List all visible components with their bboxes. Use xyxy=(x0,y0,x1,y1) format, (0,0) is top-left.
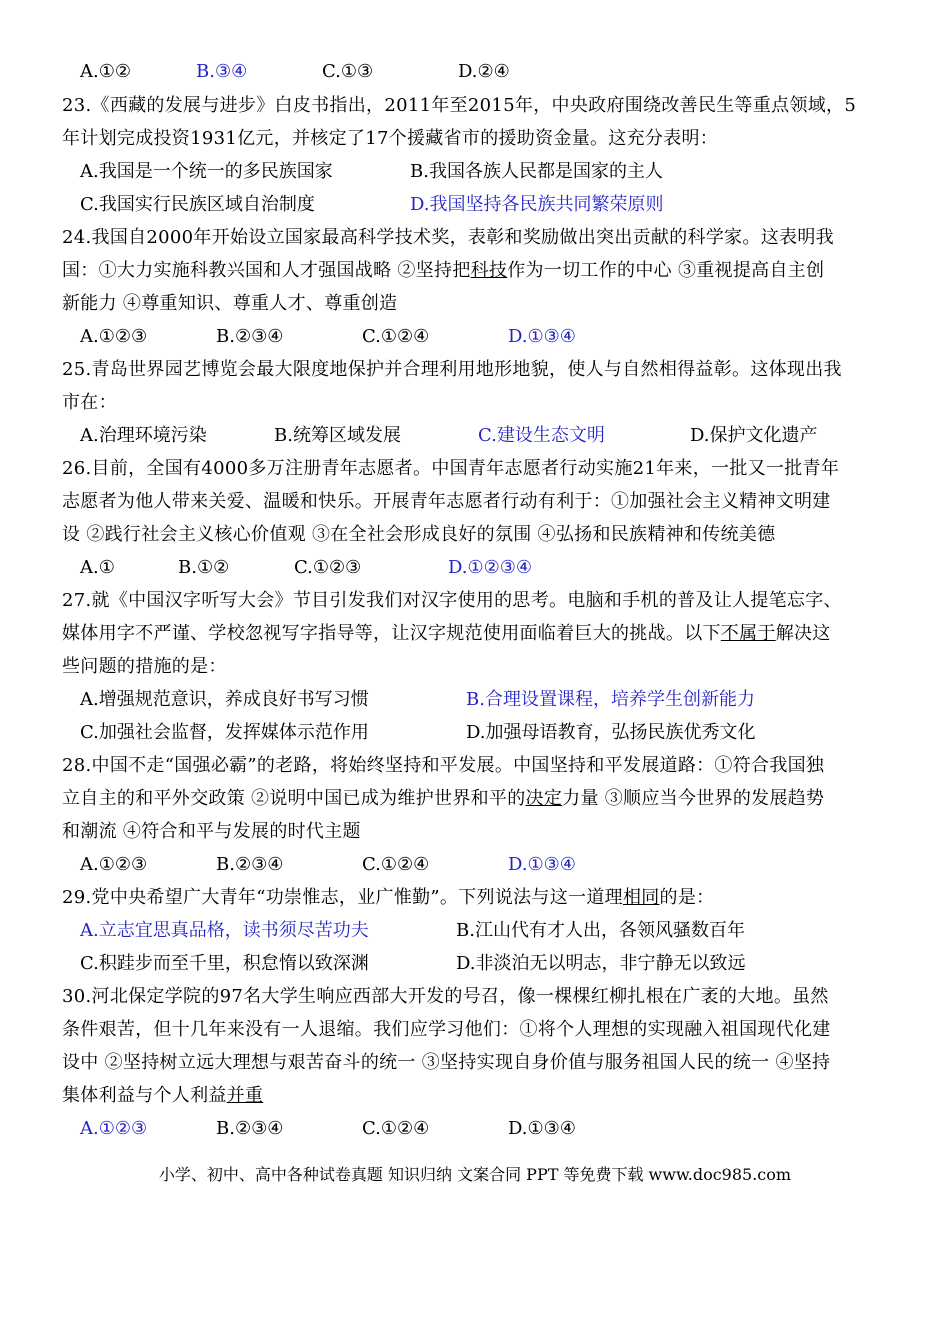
q24-option-c: C.①②④ xyxy=(362,326,430,347)
q23-stem-line2: 年计划完成投资1931亿元，并核定了17个援藏省市的援助资金量。这充分表明： xyxy=(62,128,719,149)
q30-stem-line3: 设中 ②坚持树立远大理想与艰苦奋斗的统一 ③坚持实现自身价值与服务祖国人民的统一 ④坚持 xyxy=(62,1052,831,1073)
q25-option-c: C.建设生态文明 xyxy=(478,425,605,446)
q30-stem-line2: 条件艰苦，但十几年来没有一人退缩。我们应学习他们：①将个人理想的实现融入祖国现代化建 xyxy=(62,1019,831,1040)
q26-option-d: D.①②③④ xyxy=(448,557,533,578)
q24-stem-line1: 24.我国自2000年开始设立国家最高科学技术奖，表彰和奖励做出突出贡献的科学家。这表明我 xyxy=(62,227,834,248)
q30-stem-text: 集体利益与个人利益 xyxy=(62,1085,227,1106)
q27-underlined-term: 不属于 xyxy=(720,623,776,644)
q23-option-c: C.我国实行民族区域自治制度 xyxy=(80,194,315,215)
q30-option-c: C.①②④ xyxy=(362,1118,430,1139)
q25-option-d: D.保护文化遗产 xyxy=(690,425,818,446)
q24-stem-text-cont: 作为一切工作的中心 ③重视提高自主创 xyxy=(507,260,825,281)
q27-stem-text: 媒体用字不严谨、学校忽视写字指导等，让汉字规范使用面临着巨大的挑战。以下 xyxy=(62,623,721,644)
q25-stem-line1: 25.青岛世界园艺博览会最大限度地保护并合理利用地形地貌，使人与自然相得益彰。这体现出我 xyxy=(62,359,842,380)
q29-stem-line1 xyxy=(62,886,714,910)
q25-stem-line2: 市在： xyxy=(62,392,117,413)
q30-stem-line1: 30.河北保定学院的97名大学生响应西部大开发的号召，像一棵棵红柳扎根在广袤的大地。虽然 xyxy=(62,986,829,1007)
q26-option-c: C.①②③ xyxy=(294,557,362,578)
q29-stem-text: 29.党中央希望广大青年“功崇惟志，业广惟勤”。下列说法与这一道理 xyxy=(62,887,623,908)
q22-option-d: D.②④ xyxy=(458,61,510,82)
q24-stem-line3: 新能力 ④尊重知识、尊重人才、尊重创造 xyxy=(62,293,398,314)
q28-stem-line3: 和潮流 ④符合和平与发展的时代主题 xyxy=(62,821,361,842)
q26-stem-line2: 志愿者为他人带来关爱、温暖和快乐。开展青年志愿者行动有利于：①加强社会主义精神文明建 xyxy=(62,491,831,512)
q27-stem-line3: 些问题的措施的是： xyxy=(62,656,227,677)
q28-option-c: C.①②④ xyxy=(362,854,430,875)
page-footer: 小学、初中、高中各种试卷真题 知识归纳 文案合同 PPT 等免费下载 www.doc985.com xyxy=(158,1165,792,1184)
q28-stem-text: 立自主的和平外交政策 ②说明中国已成为维护世界和平的 xyxy=(62,788,526,809)
q22-option-b: B.③④ xyxy=(196,61,248,82)
q23-option-b: B.我国各族人民都是国家的主人 xyxy=(410,161,663,182)
q26-option-a: A.① xyxy=(80,557,115,578)
q22-option-a: A.①② xyxy=(80,61,131,82)
q24-option-b: B.②③④ xyxy=(216,326,284,347)
q27-option-b: B.合理设置课程，培养学生创新能力 xyxy=(466,689,755,710)
q27-option-d: D.加强母语教育，弘扬民族优秀文化 xyxy=(466,722,756,743)
q28-stem-line2 xyxy=(62,787,824,811)
q29-option-b: B.江山代有才人出，各领风骚数百年 xyxy=(456,920,745,941)
q27-stem-text-cont: 解决这 xyxy=(775,623,831,644)
q25-option-a: A.治理环境污染 xyxy=(80,425,207,446)
q28-stem-line1: 28.中国不走“国强必霸”的老路，将始终坚持和平发展。中国坚持和平发展道路：①符合我国独 xyxy=(62,755,825,776)
q30-stem-line4 xyxy=(62,1084,263,1108)
q25-option-b: B.统筹区域发展 xyxy=(274,425,401,446)
q26-stem-line3: 设 ②践行社会主义核心价值观 ③在全社会形成良好的氛围 ④弘扬和民族精神和传统美德 xyxy=(62,524,776,545)
q24-option-d: D.①③④ xyxy=(508,326,576,347)
q23-option-d: D.我国坚持各民族共同繁荣原则 xyxy=(410,194,664,215)
q29-option-d: D.非淡泊无以明志，非宁静无以致远 xyxy=(456,953,746,974)
q24-option-a: A.①②③ xyxy=(80,326,148,347)
q29-underlined-term: 相同 xyxy=(622,887,660,908)
q26-option-b: B.①② xyxy=(178,557,230,578)
q30-underlined-term: 并重 xyxy=(226,1085,264,1106)
q28-option-d: D.①③④ xyxy=(508,854,576,875)
q30-option-b: B.②③④ xyxy=(216,1118,284,1139)
q27-option-c: C.加强社会监督，发挥媒体示范作用 xyxy=(80,722,369,743)
q26-stem-line1: 26.目前，全国有4000多万注册青年志愿者。中国青年志愿者行动实施21年来，一批又一批青年 xyxy=(62,458,840,479)
q27-option-a: A.增强规范意识，养成良好书写习惯 xyxy=(80,689,369,710)
q24-stem-line2 xyxy=(62,259,824,283)
q28-underlined-term: 决定 xyxy=(525,788,563,809)
q23-option-a: A.我国是一个统一的多民族国家 xyxy=(80,161,333,182)
q29-stem-text-cont: 的是： xyxy=(659,887,715,908)
q23-stem-line1: 23.《西藏的发展与进步》白皮书指出，2011年至2015年，中央政府围绕改善民生等重点领域，5 xyxy=(62,95,857,116)
q24-stem-text: 国：①大力实施科教兴国和人才强国战略 ②坚持把 xyxy=(62,260,471,281)
q29-option-a: A.立志宜思真品格，读书须尽苦功夫 xyxy=(80,920,369,941)
q29-option-c: C.积跬步而至千里，积怠惰以致深渊 xyxy=(80,953,369,974)
q28-stem-text-cont: 力量 ③顺应当今世界的发展趋势 xyxy=(562,788,825,809)
q30-option-d: D.①③④ xyxy=(508,1118,576,1139)
q22-option-c: C.①③ xyxy=(322,61,374,82)
q30-option-a: A.①②③ xyxy=(80,1118,148,1139)
q27-stem-line1: 27.就《中国汉字听写大会》节目引发我们对汉字使用的思考。电脑和手机的普及让人提笔忘字、 xyxy=(62,590,842,611)
q28-option-a: A.①②③ xyxy=(80,854,148,875)
q24-underlined-term: 科技 xyxy=(470,260,508,281)
q27-stem-line2 xyxy=(62,622,831,646)
q28-option-b: B.②③④ xyxy=(216,854,284,875)
